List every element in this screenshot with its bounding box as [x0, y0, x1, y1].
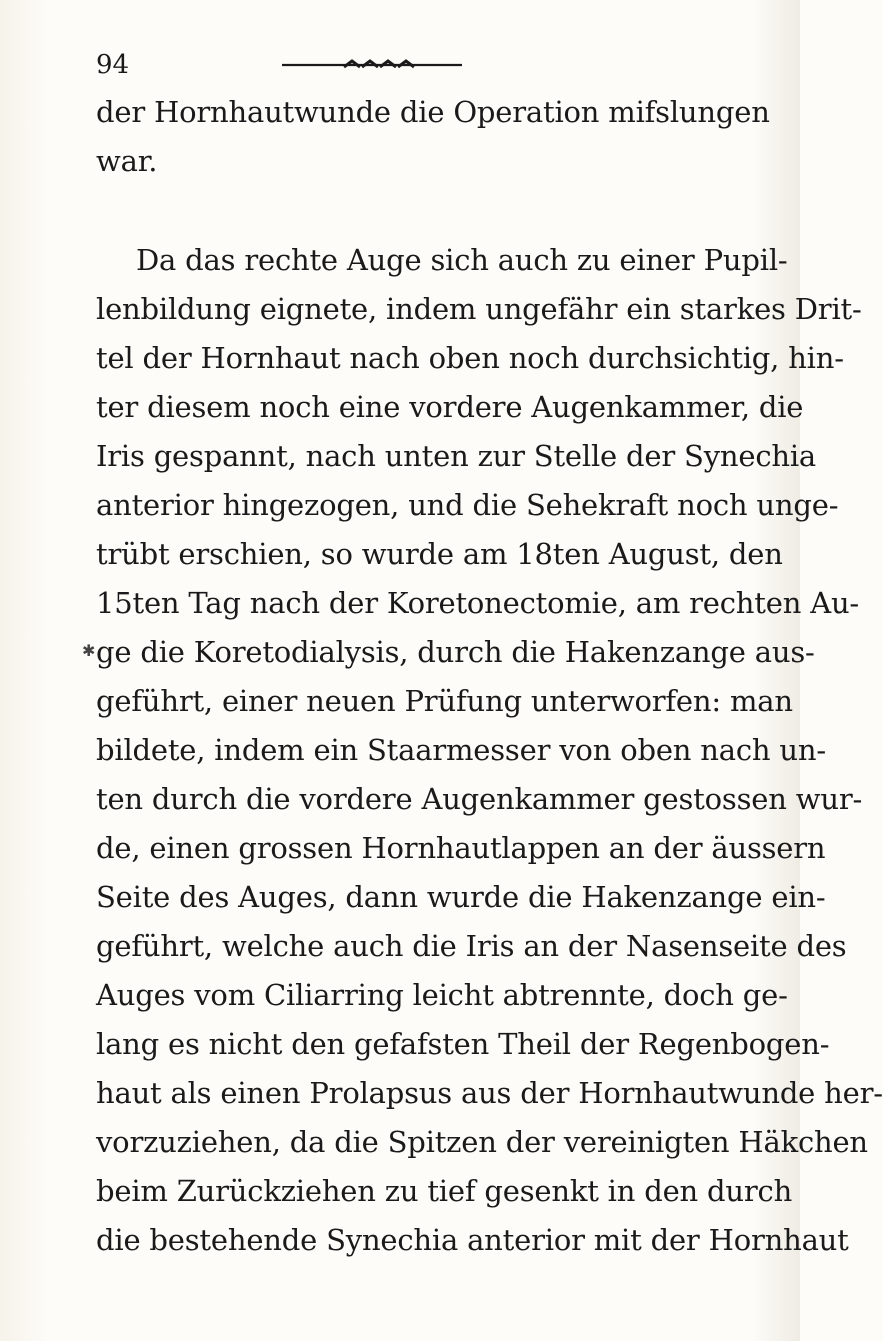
text-line: geführt, einer neuen Prüfung unterworfen: man — [96, 684, 793, 718]
text-line: trübt erschien, so wurde am 18ten August, den — [96, 537, 783, 571]
text-line: haut als einen Prolapsus aus der Hornhautwunde her- — [96, 1076, 883, 1110]
text-line: ge die Koretodialysis, durch die Hakenzange aus- — [96, 635, 815, 669]
text-line: bildete, indem ein Staarmesser von oben nach un- — [96, 733, 826, 767]
text-line: war. — [96, 144, 158, 178]
text-line: tel der Hornhaut nach oben noch durchsichtig, hin- — [96, 341, 844, 375]
text-line: anterior hingezogen, und die Sehekraft noch unge- — [96, 488, 839, 522]
text-line: Auges vom Ciliarring leicht abtrennte, doch ge- — [96, 978, 788, 1012]
text-line: 15ten Tag nach der Koretonectomie, am rechten Au- — [96, 586, 860, 620]
text-line: de, einen grossen Hornhautlappen an der äussern — [96, 831, 826, 865]
text-line: Seite des Auges, dann wurde die Hakenzange ein- — [96, 880, 826, 914]
text-line: Iris gespannt, nach unten zur Stelle der Synechia — [96, 439, 817, 473]
text-line: ter diesem noch eine vordere Augenkammer, die — [96, 390, 804, 424]
text-line: Da das rechte Auge sich auch zu einer Pupil- — [136, 243, 788, 277]
text-line: lenbildung eignete, indem ungefähr ein starkes Drit- — [96, 292, 862, 326]
text-line: der Hornhautwunde die Operation mifslungen — [96, 95, 770, 129]
text-line: ten durch die vordere Augenkammer gestossen wur- — [96, 782, 863, 816]
decorative-ornament-rule — [282, 58, 462, 70]
text-line: lang es nicht den gefafsten Theil der Regenbogen- — [96, 1027, 830, 1061]
text-line: beim Zurückziehen zu tief gesenkt in den durch — [96, 1174, 793, 1208]
page-number: 94 — [96, 50, 130, 80]
text-line: vorzuziehen, da die Spitzen der vereinigten Häkchen — [96, 1125, 868, 1159]
margin-mark-icon: ✱ — [82, 641, 96, 660]
page-header — [96, 50, 716, 90]
paragraph-gap — [96, 186, 721, 236]
text-line: geführt, welche auch die Iris an der Nasenseite des — [96, 929, 847, 963]
body-text — [96, 88, 883, 1265]
text-line: die bestehende Synechia anterior mit der Hornhaut — [96, 1223, 849, 1257]
